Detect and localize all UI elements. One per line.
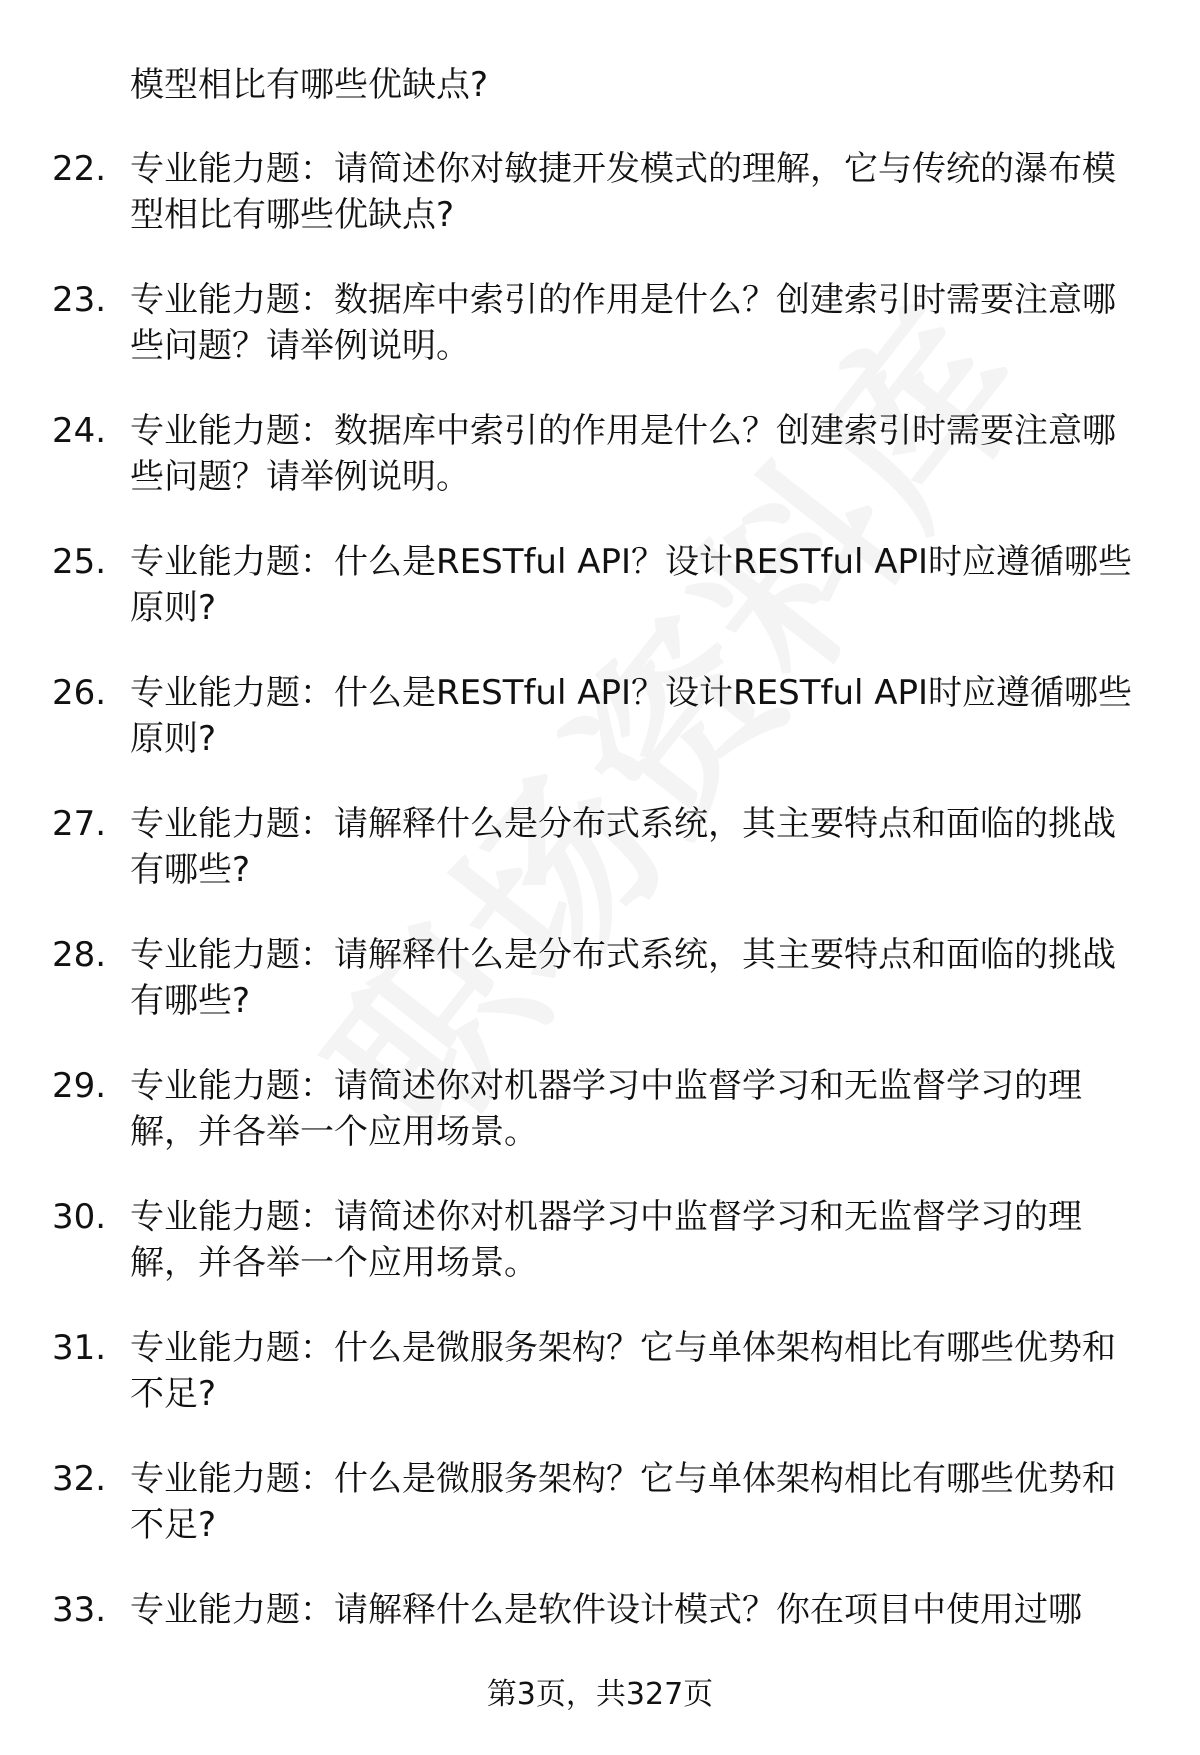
question-text: 专业能力题：什么是RESTful API？设计RESTful API时应遵循哪些原则? xyxy=(130,673,1133,759)
question-item xyxy=(0,146,1200,277)
question-text: 专业能力题：数据库中索引的作用是什么？创建索引时需要注意哪些问题？请举例说明。 xyxy=(130,280,1116,366)
question-number: 32. xyxy=(52,1459,107,1499)
question-number: 28. xyxy=(52,935,107,975)
question-number: 26. xyxy=(52,673,107,713)
question-item xyxy=(0,1063,1200,1194)
question-text: 专业能力题：请简述你对机器学习中监督学习和无监督学习的理解，并各举一个应用场景。 xyxy=(130,1197,1082,1283)
question-number: 24. xyxy=(52,411,107,451)
question-item xyxy=(0,1325,1200,1456)
question-number: 22. xyxy=(52,149,107,189)
question-number: 31. xyxy=(52,1328,107,1368)
question-list xyxy=(0,146,1200,1718)
question-text: 专业能力题：请简述你对敏捷开发模式的理解，它与传统的瀑布模型相比有哪些优缺点? xyxy=(130,149,1116,235)
question-item xyxy=(0,670,1200,801)
question-item xyxy=(0,1194,1200,1325)
question-number: 25. xyxy=(52,542,107,582)
question-text: 专业能力题：请解释什么是分布式系统，其主要特点和面临的挑战有哪些? xyxy=(130,804,1116,890)
question-number: 29. xyxy=(52,1066,107,1106)
question-item xyxy=(0,408,1200,539)
question-number: 33. xyxy=(52,1590,107,1630)
question-item xyxy=(0,1456,1200,1587)
question-text: 专业能力题：数据库中索引的作用是什么？创建索引时需要注意哪些问题？请举例说明。 xyxy=(130,411,1116,497)
question-item xyxy=(0,932,1200,1063)
continued-question-text: 模型相比有哪些优缺点? xyxy=(130,65,489,105)
question-item xyxy=(0,539,1200,670)
page-footer: 第3页，共327页 xyxy=(486,1677,714,1712)
question-number: 23. xyxy=(52,280,107,320)
question-number: 30. xyxy=(52,1197,107,1237)
question-number: 27. xyxy=(52,804,107,844)
question-text: 专业能力题：请解释什么是分布式系统，其主要特点和面临的挑战有哪些? xyxy=(130,935,1116,1021)
question-item xyxy=(0,801,1200,932)
question-text: 专业能力题：什么是微服务架构？它与单体架构相比有哪些优势和不足? xyxy=(130,1459,1116,1545)
question-item xyxy=(0,277,1200,408)
question-text: 专业能力题：请解释什么是软件设计模式？你在项目中使用过哪 xyxy=(130,1590,1082,1630)
question-text: 专业能力题：什么是微服务架构？它与单体架构相比有哪些优势和不足? xyxy=(130,1328,1116,1414)
question-text: 专业能力题：请简述你对机器学习中监督学习和无监督学习的理解，并各举一个应用场景。 xyxy=(130,1066,1082,1152)
question-text: 专业能力题：什么是RESTful API？设计RESTful API时应遵循哪些原则? xyxy=(130,542,1133,628)
